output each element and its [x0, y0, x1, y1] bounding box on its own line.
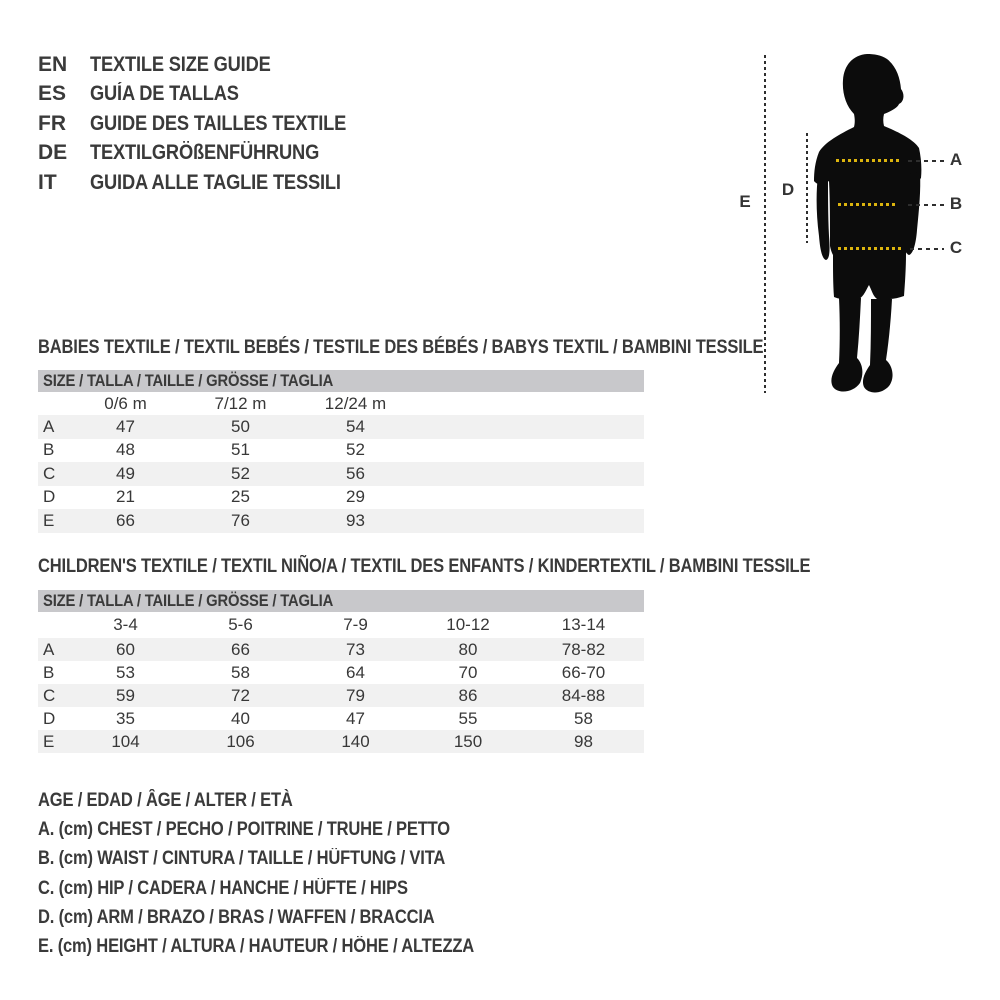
column-header: 0/6 m	[104, 393, 147, 413]
language-code: ES	[38, 82, 67, 106]
language-row-es	[38, 80, 384, 110]
children-size-table	[38, 590, 644, 753]
children-column-header-row	[38, 612, 644, 638]
language-title-list	[38, 50, 384, 198]
table-row: C 59 72 79 86 84-88	[38, 684, 644, 707]
guide-title-it: GUIDA ALLE TAGLIE TESSILI	[90, 170, 341, 194]
legend-chest: A. (cm) CHEST / PECHO / POITRINE / TRUHE / PETTO	[38, 818, 450, 840]
waist-measure-dots-icon	[838, 203, 898, 206]
row-label: C	[43, 685, 56, 705]
row-label: C	[43, 463, 56, 483]
column-header: 7/12 m	[214, 393, 267, 413]
column-header: 7-9	[343, 615, 368, 634]
language-row-de	[38, 139, 384, 169]
chest-measure-dots-icon	[836, 159, 902, 162]
language-code: DE	[38, 141, 68, 165]
language-code: IT	[38, 170, 57, 194]
chest-callout-dots-icon	[908, 160, 944, 162]
marker-label-a: A	[949, 150, 963, 169]
hip-callout-dots-icon	[910, 248, 944, 250]
marker-label-c: C	[949, 238, 963, 257]
row-label: B	[43, 662, 55, 682]
hip-measure-dots-icon	[838, 247, 904, 250]
babies-section-title: BABIES TEXTILE / TEXTIL BEBÉS / TESTILE DES BÉBÉS / BABYS TEXTIL / BAMBINI TESSILE	[38, 337, 764, 358]
language-row-en	[38, 50, 384, 80]
size-header-bar: SIZE / TALLA / TAILLE / GRÖSSE / TAGLIA	[38, 370, 644, 392]
column-header: 5-6	[228, 615, 253, 634]
guide-title-fr: GUIDE DES TAILLES TEXTILE	[90, 111, 347, 135]
babies-size-table	[38, 370, 644, 533]
language-row-fr	[38, 109, 384, 139]
table-row: D 21 25 29	[38, 486, 644, 510]
size-header-bar: SIZE / TALLA / TAILLE / GRÖSSE / TAGLIA	[38, 590, 644, 612]
marker-label-e: E	[739, 192, 751, 211]
table-row: E 66 76 93	[38, 509, 644, 533]
table-row: D 35 40 47 55 58	[38, 707, 644, 730]
legend-waist: B. (cm) WAIST / CINTURA / TAILLE / HÜFTUNG / VITA	[38, 848, 446, 870]
language-code: EN	[38, 52, 68, 76]
babies-column-header-row	[38, 392, 644, 415]
table-row: B 48 51 52	[38, 439, 644, 463]
row-label: D	[43, 708, 56, 728]
row-label: E	[43, 731, 55, 751]
column-header: 3-4	[113, 615, 138, 634]
row-label: E	[43, 510, 55, 530]
column-header: 12/24 m	[324, 393, 387, 413]
children-section-title: CHILDREN'S TEXTILE / TEXTIL NIÑO/A / TEXTIL DES ENFANTS / KINDERTEXTIL / BAMBINI TESSILE	[38, 556, 811, 577]
table-row: C 49 52 56	[38, 462, 644, 486]
row-label: B	[43, 440, 55, 460]
waist-callout-dots-icon	[908, 204, 944, 206]
guide-title-es: GUÍA DE TALLAS	[90, 82, 239, 106]
row-label: A	[43, 639, 55, 659]
marker-label-b: B	[949, 194, 963, 213]
guide-title-de: TEXTILGRÖßENFÜHRUNG	[90, 141, 320, 165]
marker-label-d: D	[781, 180, 795, 199]
table-row: A 47 50 54	[38, 415, 644, 439]
row-label: D	[43, 487, 56, 507]
legend-height: E. (cm) HEIGHT / ALTURA / HAUTEUR / HÖHE / ALTEZZA	[38, 936, 475, 958]
row-label: A	[43, 416, 55, 436]
table-row: A 60 66 73 80 78-82	[38, 638, 644, 661]
arm-measure-line-icon	[806, 133, 808, 243]
language-row-it	[38, 168, 384, 198]
language-code: FR	[38, 111, 66, 135]
table-row: E 104 106 140 150 98	[38, 730, 644, 753]
column-header: 13-14	[561, 615, 606, 634]
legend-age: AGE / EDAD / ÂGE / ALTER / ETÀ	[38, 789, 293, 811]
legend-hip: C. (cm) HIP / CADERA / HANCHE / HÜFTE / HIPS	[38, 877, 408, 899]
table-row: B 53 58 64 70 66-70	[38, 661, 644, 684]
column-header: 10-12	[446, 615, 490, 634]
legend-arm: D. (cm) ARM / BRAZO / BRAS / WAFFEN / BRACCIA	[38, 906, 435, 928]
measurement-legend	[38, 786, 539, 962]
guide-title-en: TEXTILE SIZE GUIDE	[90, 52, 271, 76]
